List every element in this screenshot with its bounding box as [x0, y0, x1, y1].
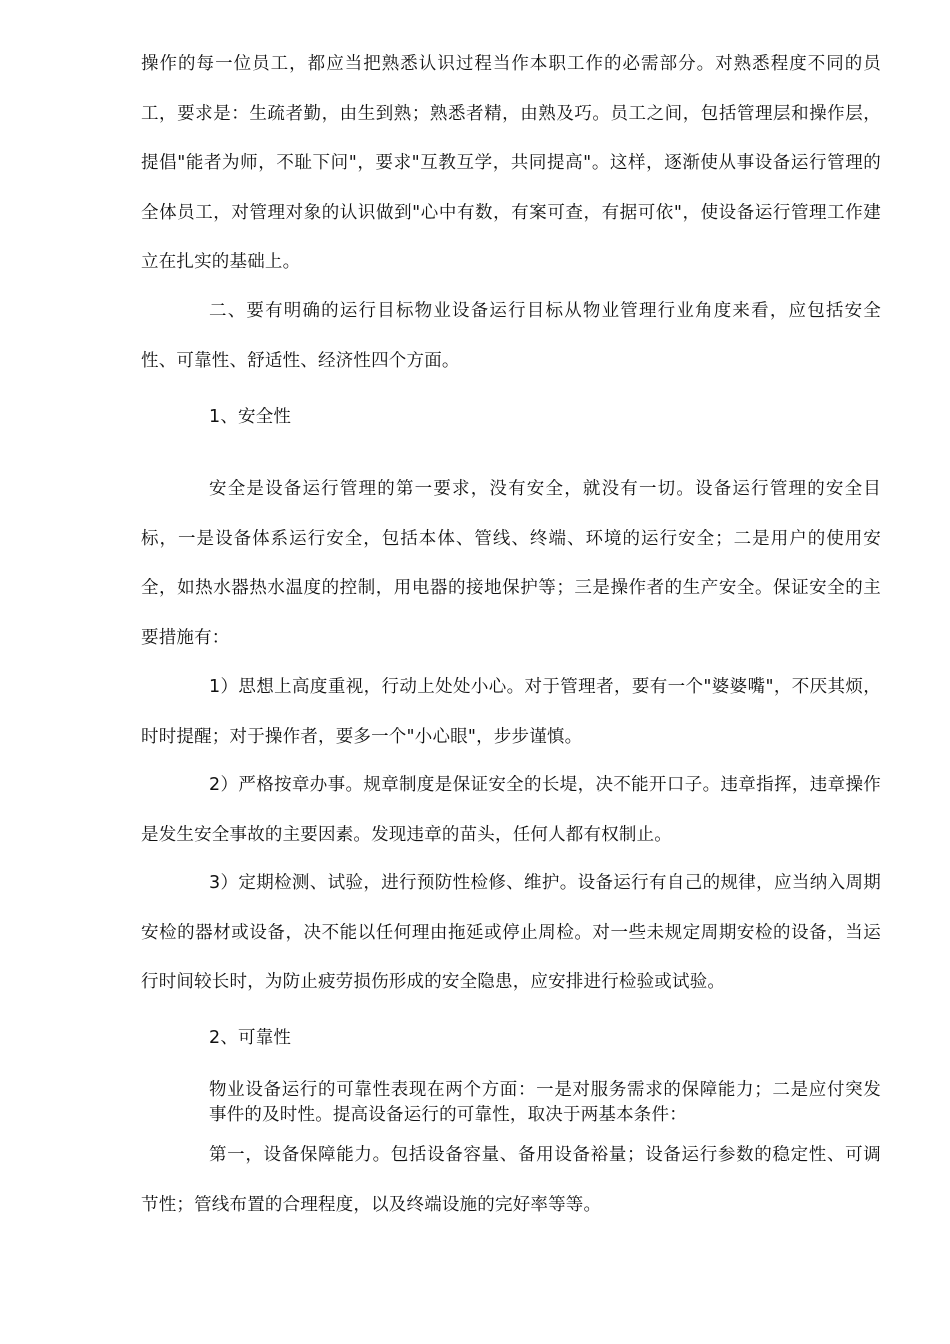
- paragraph-measure-2: 2）严格按章办事。规章制度是保证安全的长堤，决不能开口子。违章指挥，违章操作是发生安全事故的主要因素。发现违章的苗头，任何人都有权制止。: [141, 775, 881, 845]
- heading-safety: 1、安全性: [209, 407, 292, 427]
- paragraph-measure-1: 1）思想上高度重视，行动上处处小心。对于管理者，要有一个"婆婆嘴"，不厌其烦，时时提醒；对于操作者，要多一个"小心眼"，步步谨慎。: [141, 677, 881, 747]
- paragraph-operating-goals: 二、要有明确的运行目标物业设备运行目标从物业管理行业角度来看，应包括安全性、可靠性、舒适性、经济性四个方面。: [141, 301, 881, 371]
- paragraph-reliability: 物业设备运行的可靠性表现在两个方面：一是对服务需求的保障能力；二是应付突发事件的及时性。提高设备运行的可靠性，取决于两基本条件：: [209, 1080, 881, 1125]
- paragraph-safety-first: 安全是设备运行管理的第一要求，没有安全，就没有一切。设备运行管理的安全目标，一是设备体系运行安全，包括本体、管线、终端、环境的运行安全；二是用户的使用安全，如热水器热水温度的控制，用电器的接地保护等；三是操作者的生产安全。保证安全的主要措施有：: [141, 479, 881, 648]
- heading-reliability: 2、可靠性: [209, 1028, 292, 1048]
- paragraph-familiarity: 操作的每一位员工，都应当把熟悉认识过程当作本职工作的必需部分。对熟悉程度不同的员工，要求是：生疏者勤，由生到熟；熟悉者精，由熟及巧。员工之间，包括管理层和操作层，提倡"能者为师，不耻下问"，要求"互教互学，共同提高"。这样，逐渐使从事设备运行管理的全体员工，对管理对象的认识做到"心中有数，有案可查，有据可依"，使设备运行管理工作建立在扎实的基础上。: [141, 54, 881, 273]
- paragraph-measure-3: 3）定期检测、试验，进行预防性检修、维护。设备运行有自己的规律，应当纳入周期安检的器材或设备，决不能以任何理由拖延或停止周检。对一些未规定周期安检的设备，当运行时间较长时，为防止疲劳损伤形成的安全隐患，应安排进行检验或试验。: [141, 873, 881, 993]
- paragraph-guarantee-capacity: 第一，设备保障能力。包括设备容量、备用设备裕量；设备运行参数的稳定性、可调节性；管线布置的合理程度，以及终端设施的完好率等等。: [141, 1145, 881, 1215]
